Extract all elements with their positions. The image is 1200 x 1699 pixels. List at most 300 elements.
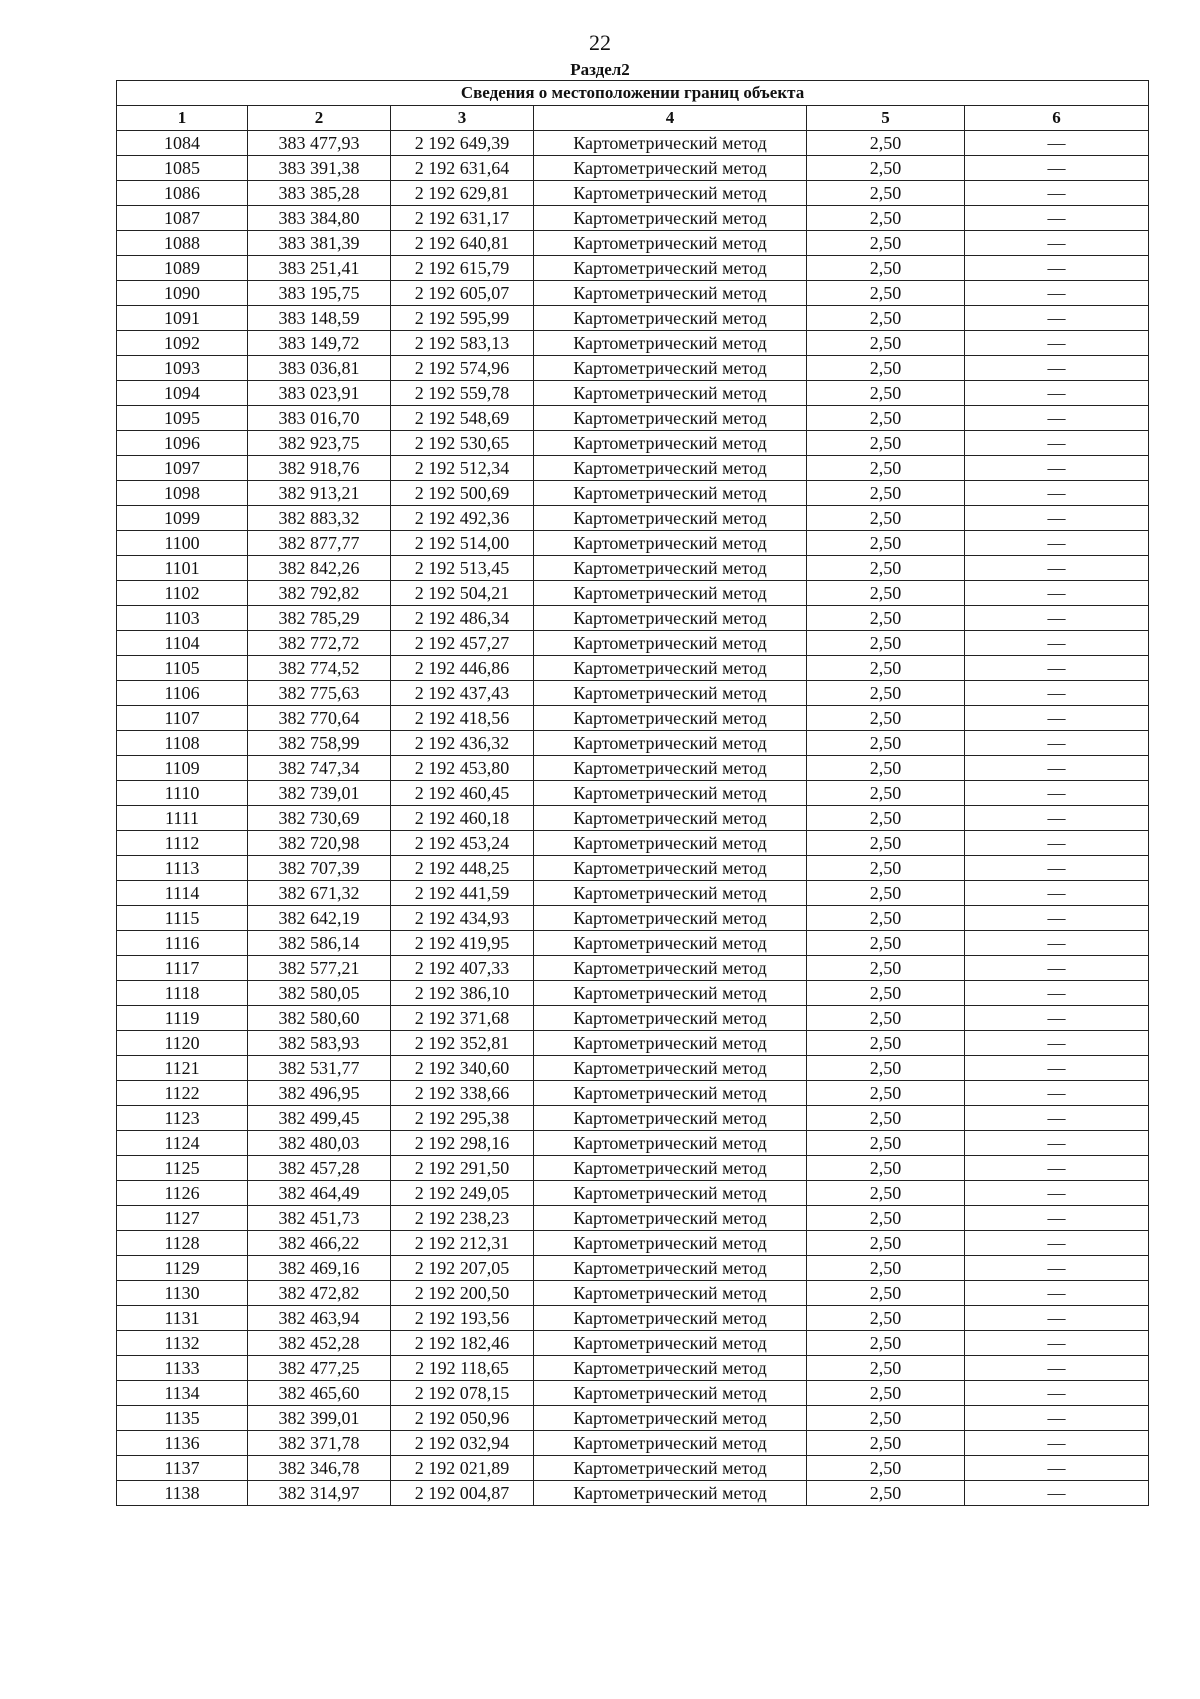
- description-cell: —: [965, 256, 1149, 281]
- x-coordinate-cell: 382 499,45: [248, 1106, 391, 1131]
- description-cell: —: [965, 931, 1149, 956]
- accuracy-cell: 2,50: [807, 356, 965, 381]
- y-coordinate-cell: 2 192 437,43: [391, 681, 534, 706]
- point-number-cell: 1123: [117, 1106, 248, 1131]
- x-coordinate-cell: 382 496,95: [248, 1081, 391, 1106]
- table-row: [117, 906, 1149, 931]
- table-row: [117, 431, 1149, 456]
- method-cell: Картометрический метод: [534, 1481, 807, 1506]
- point-number-cell: 1089: [117, 256, 248, 281]
- y-coordinate-cell: 2 192 050,96: [391, 1406, 534, 1431]
- method-cell: Картометрический метод: [534, 1031, 807, 1056]
- accuracy-cell: 2,50: [807, 681, 965, 706]
- description-cell: —: [965, 1031, 1149, 1056]
- method-cell: Картометрический метод: [534, 1406, 807, 1431]
- y-coordinate-cell: 2 192 212,31: [391, 1231, 534, 1256]
- description-cell: —: [965, 381, 1149, 406]
- method-cell: Картометрический метод: [534, 806, 807, 831]
- accuracy-cell: 2,50: [807, 631, 965, 656]
- x-coordinate-cell: 382 469,16: [248, 1256, 391, 1281]
- point-number-cell: 1119: [117, 1006, 248, 1031]
- description-cell: —: [965, 1456, 1149, 1481]
- accuracy-cell: 2,50: [807, 1106, 965, 1131]
- x-coordinate-cell: 383 036,81: [248, 356, 391, 381]
- point-number-cell: 1109: [117, 756, 248, 781]
- description-cell: —: [965, 1056, 1149, 1081]
- y-coordinate-cell: 2 192 446,86: [391, 656, 534, 681]
- y-coordinate-cell: 2 192 118,65: [391, 1356, 534, 1381]
- accuracy-cell: 2,50: [807, 781, 965, 806]
- y-coordinate-cell: 2 192 605,07: [391, 281, 534, 306]
- description-cell: —: [965, 906, 1149, 931]
- accuracy-cell: 2,50: [807, 281, 965, 306]
- method-cell: Картометрический метод: [534, 706, 807, 731]
- table-row: [117, 1256, 1149, 1281]
- point-number-cell: 1135: [117, 1406, 248, 1431]
- accuracy-cell: 2,50: [807, 1181, 965, 1206]
- accuracy-cell: 2,50: [807, 581, 965, 606]
- point-number-cell: 1107: [117, 706, 248, 731]
- accuracy-cell: 2,50: [807, 131, 965, 156]
- x-coordinate-cell: 383 251,41: [248, 256, 391, 281]
- x-coordinate-cell: 383 023,91: [248, 381, 391, 406]
- page-number: 22: [589, 30, 611, 55]
- x-coordinate-cell: 383 385,28: [248, 181, 391, 206]
- point-number-cell: 1133: [117, 1356, 248, 1381]
- y-coordinate-cell: 2 192 004,87: [391, 1481, 534, 1506]
- point-number-cell: 1093: [117, 356, 248, 381]
- table-row: [117, 681, 1149, 706]
- x-coordinate-cell: 383 477,93: [248, 131, 391, 156]
- x-coordinate-cell: 382 923,75: [248, 431, 391, 456]
- description-cell: —: [965, 781, 1149, 806]
- table-row: [117, 656, 1149, 681]
- method-cell: Картометрический метод: [534, 1006, 807, 1031]
- description-cell: —: [965, 156, 1149, 181]
- method-cell: Картометрический метод: [534, 681, 807, 706]
- y-coordinate-cell: 2 192 504,21: [391, 581, 534, 606]
- description-cell: —: [965, 456, 1149, 481]
- method-cell: Картометрический метод: [534, 1331, 807, 1356]
- description-cell: —: [965, 306, 1149, 331]
- point-number-cell: 1085: [117, 156, 248, 181]
- accuracy-cell: 2,50: [807, 1006, 965, 1031]
- accuracy-cell: 2,50: [807, 1081, 965, 1106]
- accuracy-cell: 2,50: [807, 1481, 965, 1506]
- accuracy-cell: 2,50: [807, 331, 965, 356]
- x-coordinate-cell: 382 466,22: [248, 1231, 391, 1256]
- method-cell: Картометрический метод: [534, 906, 807, 931]
- accuracy-cell: 2,50: [807, 531, 965, 556]
- point-number-cell: 1111: [117, 806, 248, 831]
- point-number-cell: 1108: [117, 731, 248, 756]
- y-coordinate-cell: 2 192 574,96: [391, 356, 534, 381]
- x-coordinate-cell: 382 770,64: [248, 706, 391, 731]
- point-number-cell: 1116: [117, 931, 248, 956]
- accuracy-cell: 2,50: [807, 181, 965, 206]
- accuracy-cell: 2,50: [807, 731, 965, 756]
- method-cell: Картометрический метод: [534, 831, 807, 856]
- description-cell: —: [965, 1006, 1149, 1031]
- accuracy-cell: 2,50: [807, 156, 965, 181]
- table-row: [117, 1031, 1149, 1056]
- table-row: [117, 1081, 1149, 1106]
- method-cell: Картометрический метод: [534, 1106, 807, 1131]
- table-row: [117, 1331, 1149, 1356]
- column-header: 1: [117, 106, 248, 131]
- method-cell: Картометрический метод: [534, 606, 807, 631]
- x-coordinate-cell: 382 480,03: [248, 1131, 391, 1156]
- description-cell: —: [965, 581, 1149, 606]
- point-number-cell: 1125: [117, 1156, 248, 1181]
- accuracy-cell: 2,50: [807, 656, 965, 681]
- method-cell: Картометрический метод: [534, 1156, 807, 1181]
- point-number-cell: 1106: [117, 681, 248, 706]
- y-coordinate-cell: 2 192 492,36: [391, 506, 534, 531]
- table-row: [117, 931, 1149, 956]
- point-number-cell: 1131: [117, 1306, 248, 1331]
- accuracy-cell: 2,50: [807, 556, 965, 581]
- point-number-cell: 1101: [117, 556, 248, 581]
- table-row: [117, 1056, 1149, 1081]
- x-coordinate-cell: 382 913,21: [248, 481, 391, 506]
- x-coordinate-cell: 382 739,01: [248, 781, 391, 806]
- point-number-cell: 1128: [117, 1231, 248, 1256]
- accuracy-cell: 2,50: [807, 831, 965, 856]
- point-number-cell: 1112: [117, 831, 248, 856]
- y-coordinate-cell: 2 192 629,81: [391, 181, 534, 206]
- y-coordinate-cell: 2 192 436,32: [391, 731, 534, 756]
- description-cell: —: [965, 1081, 1149, 1106]
- point-number-cell: 1091: [117, 306, 248, 331]
- method-cell: Картометрический метод: [534, 1381, 807, 1406]
- method-cell: Картометрический метод: [534, 256, 807, 281]
- table-row: [117, 581, 1149, 606]
- description-cell: —: [965, 1106, 1149, 1131]
- table-row: [117, 631, 1149, 656]
- y-coordinate-cell: 2 192 352,81: [391, 1031, 534, 1056]
- y-coordinate-cell: 2 192 193,56: [391, 1306, 534, 1331]
- description-cell: —: [965, 981, 1149, 1006]
- description-cell: —: [965, 1181, 1149, 1206]
- accuracy-cell: 2,50: [807, 706, 965, 731]
- y-coordinate-cell: 2 192 295,38: [391, 1106, 534, 1131]
- table-row: [117, 706, 1149, 731]
- x-coordinate-cell: 383 384,80: [248, 206, 391, 231]
- accuracy-cell: 2,50: [807, 856, 965, 881]
- x-coordinate-cell: 382 457,28: [248, 1156, 391, 1181]
- x-coordinate-cell: 383 391,38: [248, 156, 391, 181]
- point-number-cell: 1104: [117, 631, 248, 656]
- column-header: 2: [248, 106, 391, 131]
- table-row: [117, 881, 1149, 906]
- table-row: [117, 181, 1149, 206]
- point-number-cell: 1095: [117, 406, 248, 431]
- x-coordinate-cell: 382 758,99: [248, 731, 391, 756]
- method-cell: Картометрический метод: [534, 1231, 807, 1256]
- point-number-cell: 1105: [117, 656, 248, 681]
- x-coordinate-cell: 382 785,29: [248, 606, 391, 631]
- method-cell: Картометрический метод: [534, 456, 807, 481]
- accuracy-cell: 2,50: [807, 1431, 965, 1456]
- method-cell: Картометрический метод: [534, 781, 807, 806]
- method-cell: Картометрический метод: [534, 631, 807, 656]
- description-cell: —: [965, 206, 1149, 231]
- y-coordinate-cell: 2 192 434,93: [391, 906, 534, 931]
- x-coordinate-cell: 382 465,60: [248, 1381, 391, 1406]
- method-cell: Картометрический метод: [534, 531, 807, 556]
- method-cell: Картометрический метод: [534, 181, 807, 206]
- description-cell: —: [965, 956, 1149, 981]
- point-number-cell: 1113: [117, 856, 248, 881]
- accuracy-cell: 2,50: [807, 1281, 965, 1306]
- method-cell: Картометрический метод: [534, 881, 807, 906]
- description-cell: —: [965, 331, 1149, 356]
- method-cell: Картометрический метод: [534, 406, 807, 431]
- x-coordinate-cell: 383 381,39: [248, 231, 391, 256]
- description-cell: —: [965, 231, 1149, 256]
- y-coordinate-cell: 2 192 583,13: [391, 331, 534, 356]
- method-cell: Картометрический метод: [534, 1081, 807, 1106]
- y-coordinate-cell: 2 192 238,23: [391, 1206, 534, 1231]
- x-coordinate-cell: 382 371,78: [248, 1431, 391, 1456]
- description-cell: —: [965, 1331, 1149, 1356]
- description-cell: —: [965, 606, 1149, 631]
- method-cell: Картометрический метод: [534, 1431, 807, 1456]
- method-cell: Картометрический метод: [534, 156, 807, 181]
- point-number-cell: 1088: [117, 231, 248, 256]
- description-cell: —: [965, 406, 1149, 431]
- point-number-cell: 1129: [117, 1256, 248, 1281]
- accuracy-cell: 2,50: [807, 1356, 965, 1381]
- accuracy-cell: 2,50: [807, 981, 965, 1006]
- section-label: Раздел2: [570, 60, 630, 79]
- accuracy-cell: 2,50: [807, 1056, 965, 1081]
- accuracy-cell: 2,50: [807, 956, 965, 981]
- point-number-cell: 1096: [117, 431, 248, 456]
- method-cell: Картометрический метод: [534, 1306, 807, 1331]
- method-cell: Картометрический метод: [534, 1256, 807, 1281]
- y-coordinate-cell: 2 192 338,66: [391, 1081, 534, 1106]
- description-cell: —: [965, 856, 1149, 881]
- x-coordinate-cell: 382 464,49: [248, 1181, 391, 1206]
- x-coordinate-cell: 382 772,72: [248, 631, 391, 656]
- point-number-cell: 1102: [117, 581, 248, 606]
- method-cell: Картометрический метод: [534, 281, 807, 306]
- description-cell: —: [965, 1406, 1149, 1431]
- table-row: [117, 856, 1149, 881]
- y-coordinate-cell: 2 192 460,18: [391, 806, 534, 831]
- accuracy-cell: 2,50: [807, 756, 965, 781]
- point-number-cell: 1110: [117, 781, 248, 806]
- method-cell: Картометрический метод: [534, 1206, 807, 1231]
- table-title-row: [117, 81, 1149, 106]
- description-cell: —: [965, 881, 1149, 906]
- method-cell: Картометрический метод: [534, 756, 807, 781]
- x-coordinate-cell: 382 314,97: [248, 1481, 391, 1506]
- table-row: [117, 231, 1149, 256]
- table-row: [117, 1156, 1149, 1181]
- x-coordinate-cell: 382 472,82: [248, 1281, 391, 1306]
- point-number-cell: 1094: [117, 381, 248, 406]
- method-cell: Картометрический метод: [534, 581, 807, 606]
- method-cell: Картометрический метод: [534, 856, 807, 881]
- table-row: [117, 206, 1149, 231]
- x-coordinate-cell: 382 451,73: [248, 1206, 391, 1231]
- point-number-cell: 1114: [117, 881, 248, 906]
- table-row: [117, 981, 1149, 1006]
- x-coordinate-cell: 382 774,52: [248, 656, 391, 681]
- x-coordinate-cell: 383 148,59: [248, 306, 391, 331]
- table-row: [117, 1106, 1149, 1131]
- accuracy-cell: 2,50: [807, 456, 965, 481]
- point-number-cell: 1134: [117, 1381, 248, 1406]
- method-cell: Картометрический метод: [534, 481, 807, 506]
- x-coordinate-cell: 382 399,01: [248, 1406, 391, 1431]
- description-cell: —: [965, 556, 1149, 581]
- y-coordinate-cell: 2 192 371,68: [391, 1006, 534, 1031]
- column-header: 3: [391, 106, 534, 131]
- y-coordinate-cell: 2 192 649,39: [391, 131, 534, 156]
- x-coordinate-cell: 382 730,69: [248, 806, 391, 831]
- point-number-cell: 1099: [117, 506, 248, 531]
- method-cell: Картометрический метод: [534, 231, 807, 256]
- accuracy-cell: 2,50: [807, 206, 965, 231]
- method-cell: Картометрический метод: [534, 931, 807, 956]
- x-coordinate-cell: 382 577,21: [248, 956, 391, 981]
- x-coordinate-cell: 382 720,98: [248, 831, 391, 856]
- table-row: [117, 1006, 1149, 1031]
- x-coordinate-cell: 382 883,32: [248, 506, 391, 531]
- y-coordinate-cell: 2 192 631,64: [391, 156, 534, 181]
- method-cell: Картометрический метод: [534, 306, 807, 331]
- table-row: [117, 1281, 1149, 1306]
- table-row: [117, 781, 1149, 806]
- x-coordinate-cell: 382 747,34: [248, 756, 391, 781]
- accuracy-cell: 2,50: [807, 1456, 965, 1481]
- y-coordinate-cell: 2 192 514,00: [391, 531, 534, 556]
- description-cell: —: [965, 506, 1149, 531]
- table-row: [117, 1406, 1149, 1431]
- point-number-cell: 1124: [117, 1131, 248, 1156]
- y-coordinate-cell: 2 192 078,15: [391, 1381, 534, 1406]
- accuracy-cell: 2,50: [807, 806, 965, 831]
- table-row: [117, 256, 1149, 281]
- point-number-cell: 1086: [117, 181, 248, 206]
- method-cell: Картометрический метод: [534, 656, 807, 681]
- y-coordinate-cell: 2 192 200,50: [391, 1281, 534, 1306]
- table-row: [117, 381, 1149, 406]
- x-coordinate-cell: 382 586,14: [248, 931, 391, 956]
- accuracy-cell: 2,50: [807, 1256, 965, 1281]
- table-row: [117, 556, 1149, 581]
- x-coordinate-cell: 382 463,94: [248, 1306, 391, 1331]
- accuracy-cell: 2,50: [807, 256, 965, 281]
- description-cell: —: [965, 481, 1149, 506]
- point-number-cell: 1130: [117, 1281, 248, 1306]
- method-cell: Картометрический метод: [534, 1181, 807, 1206]
- x-coordinate-cell: 382 477,25: [248, 1356, 391, 1381]
- method-cell: Картометрический метод: [534, 1456, 807, 1481]
- accuracy-cell: 2,50: [807, 1031, 965, 1056]
- x-coordinate-cell: 382 918,76: [248, 456, 391, 481]
- y-coordinate-cell: 2 192 419,95: [391, 931, 534, 956]
- x-coordinate-cell: 382 775,63: [248, 681, 391, 706]
- table-row: [117, 806, 1149, 831]
- table-row: [117, 756, 1149, 781]
- table-row: [117, 1481, 1149, 1506]
- table-body: [117, 131, 1149, 1506]
- y-coordinate-cell: 2 192 640,81: [391, 231, 534, 256]
- description-cell: —: [965, 1256, 1149, 1281]
- y-coordinate-cell: 2 192 298,16: [391, 1131, 534, 1156]
- description-cell: —: [965, 1481, 1149, 1506]
- point-number-cell: 1098: [117, 481, 248, 506]
- y-coordinate-cell: 2 192 457,27: [391, 631, 534, 656]
- y-coordinate-cell: 2 192 032,94: [391, 1431, 534, 1456]
- y-coordinate-cell: 2 192 453,24: [391, 831, 534, 856]
- y-coordinate-cell: 2 192 249,05: [391, 1181, 534, 1206]
- x-coordinate-cell: 382 877,77: [248, 531, 391, 556]
- y-coordinate-cell: 2 192 448,25: [391, 856, 534, 881]
- table-row: [117, 956, 1149, 981]
- x-coordinate-cell: 382 580,05: [248, 981, 391, 1006]
- description-cell: —: [965, 1156, 1149, 1181]
- point-number-cell: 1100: [117, 531, 248, 556]
- table-row: [117, 131, 1149, 156]
- accuracy-cell: 2,50: [807, 481, 965, 506]
- point-number-cell: 1138: [117, 1481, 248, 1506]
- table-row: [117, 1181, 1149, 1206]
- accuracy-cell: 2,50: [807, 906, 965, 931]
- point-number-cell: 1084: [117, 131, 248, 156]
- table-row: [117, 1231, 1149, 1256]
- table-row: [117, 281, 1149, 306]
- column-header-row: [117, 106, 1149, 131]
- accuracy-cell: 2,50: [807, 231, 965, 256]
- description-cell: —: [965, 281, 1149, 306]
- description-cell: —: [965, 1356, 1149, 1381]
- column-header: 6: [965, 106, 1149, 131]
- accuracy-cell: 2,50: [807, 1231, 965, 1256]
- point-number-cell: 1126: [117, 1181, 248, 1206]
- accuracy-cell: 2,50: [807, 1206, 965, 1231]
- y-coordinate-cell: 2 192 418,56: [391, 706, 534, 731]
- accuracy-cell: 2,50: [807, 1306, 965, 1331]
- x-coordinate-cell: 382 792,82: [248, 581, 391, 606]
- x-coordinate-cell: 382 842,26: [248, 556, 391, 581]
- x-coordinate-cell: 382 346,78: [248, 1456, 391, 1481]
- point-number-cell: 1132: [117, 1331, 248, 1356]
- y-coordinate-cell: 2 192 340,60: [391, 1056, 534, 1081]
- accuracy-cell: 2,50: [807, 406, 965, 431]
- point-number-cell: 1118: [117, 981, 248, 1006]
- table-row: [117, 1431, 1149, 1456]
- description-cell: —: [965, 756, 1149, 781]
- y-coordinate-cell: 2 192 512,34: [391, 456, 534, 481]
- method-cell: Картометрический метод: [534, 356, 807, 381]
- description-cell: —: [965, 431, 1149, 456]
- table-row: [117, 731, 1149, 756]
- table-row: [117, 1381, 1149, 1406]
- description-cell: —: [965, 731, 1149, 756]
- method-cell: Картометрический метод: [534, 981, 807, 1006]
- point-number-cell: 1137: [117, 1456, 248, 1481]
- x-coordinate-cell: 383 195,75: [248, 281, 391, 306]
- y-coordinate-cell: 2 192 453,80: [391, 756, 534, 781]
- accuracy-cell: 2,50: [807, 1381, 965, 1406]
- accuracy-cell: 2,50: [807, 1331, 965, 1356]
